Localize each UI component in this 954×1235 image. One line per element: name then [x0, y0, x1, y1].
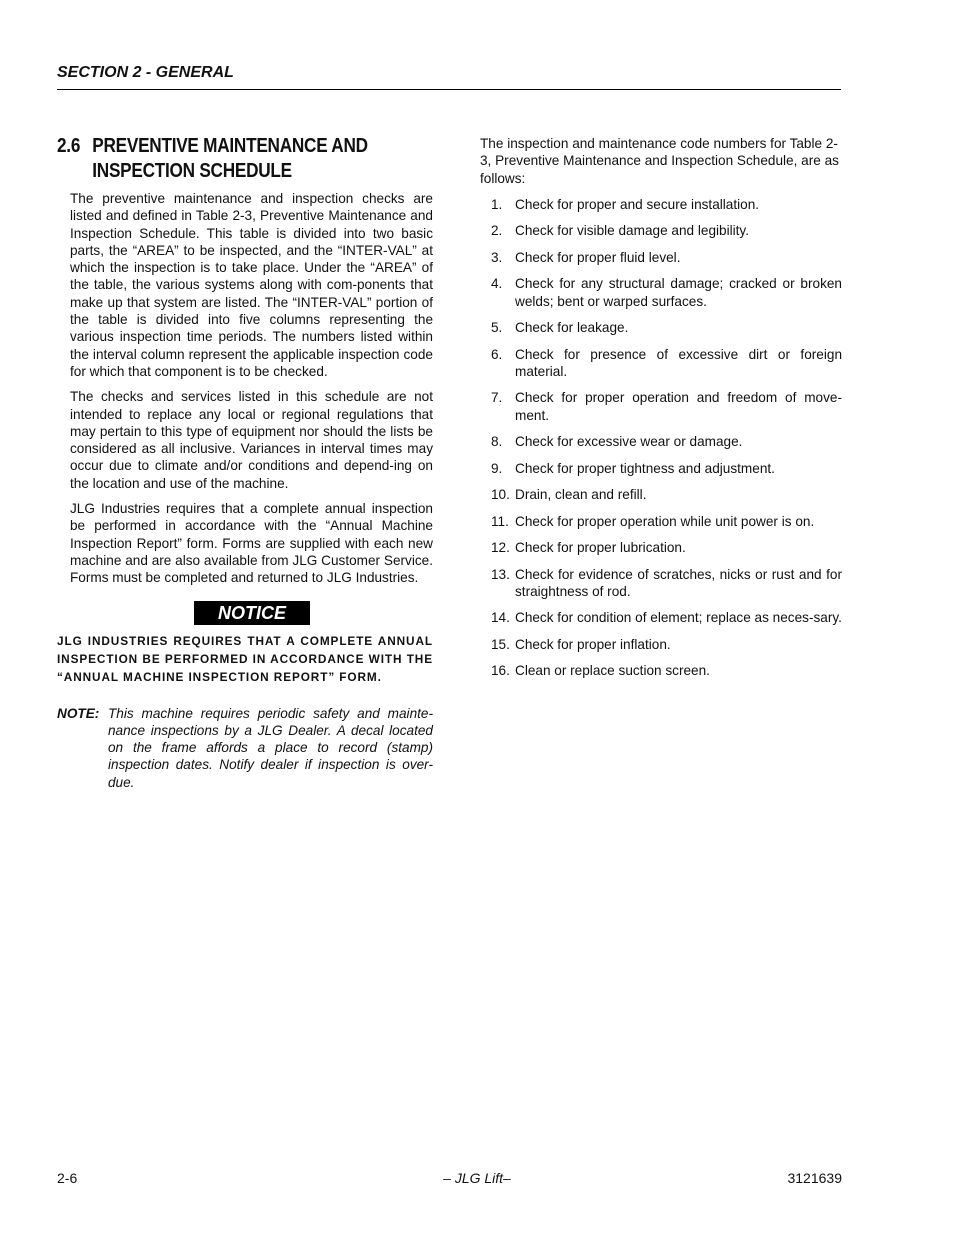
body-paragraph: The preventive maintenance and inspection checks are listed and defined in Table 2-3, Preventive Maintenance and Inspection Schedule. This table is divided into two basic parts, the “AREA” to be inspected, and the “INTER-VAL” at which the inspection is to take place. Under the “AREA” of the table, the various systems along with com-ponents that make up that system are listed. The “INTER-VAL” portion of the table is divided into five columns representing the various inspection time periods. The numbers listed within the interval column represent the applicable inspection code for which that component is to be checked.	[70, 191, 433, 379]
right-column	[480, 135, 842, 689]
section-heading	[57, 134, 435, 184]
document-number: 3121639	[787, 1170, 842, 1186]
list-item: 6. Check for presence of excessive dirt or foreign material.	[491, 346, 842, 379]
page-number: 2-6	[57, 1170, 78, 1186]
inspection-code-list	[480, 196, 842, 680]
list-item: 4. Check for any structural damage; cracked or broken welds; bent or warped surfaces.	[491, 276, 842, 309]
list-item: 7. Check for proper operation and freedom of move-ment.	[491, 390, 842, 423]
list-item: 1. Check for proper and secure installation.	[491, 196, 760, 212]
body-paragraph: The checks and services listed in this schedule are not intended to replace any local or regional regulations that may pertain to this type of equipment nor should the lists be considered as all inclusive. Variances in interval times may occur due to climate and/or conditions and depend-ing on the location and use of the machine.	[70, 389, 433, 491]
list-item: 12. Check for proper lubrication.	[491, 540, 686, 556]
list-item: 16. Clean or replace suction screen.	[491, 663, 710, 679]
codes-intro: The inspection and maintenance code numbers for Table 2-3, Preventive Maintenance and Inspection Schedule, are as follows:	[480, 136, 839, 186]
notice-text: JLG INDUSTRIES REQUIRES THAT A COMPLETE ANNUAL INSPECTION BE PERFORMED IN ACCORDANCE WITH THE “ANNUAL MACHINE INSPECTION REPORT” FORM.	[57, 633, 433, 684]
list-item: 14. Check for condition of element; replace as neces-sary.	[491, 610, 842, 626]
body-paragraph: JLG Industries requires that a complete annual inspection be performed in accordance with the “Annual Machine Inspection Report” form. Forms are supplied with each new machine and are also available from JLG Customer Service. Forms must be completed and returned to JLG Industries.	[70, 501, 433, 586]
section-number: 2.6	[57, 135, 81, 157]
list-item: 3. Check for proper fluid level.	[491, 249, 681, 265]
notice-block	[57, 601, 433, 625]
list-item: 13. Check for evidence of scratches, nicks or rust and for straightness of rod.	[491, 566, 842, 599]
header-divider	[57, 89, 841, 90]
list-item: 5. Check for leakage.	[491, 320, 629, 336]
notice-badge: NOTICE	[194, 601, 310, 625]
note-block	[57, 705, 433, 791]
list-item: 10. Drain, clean and refill.	[491, 487, 647, 503]
list-item: 11. Check for proper operation while unit power is on.	[491, 513, 815, 529]
note-label: NOTE:	[57, 705, 100, 721]
section-title: PREVENTIVE MAINTENANCE AND INSPECTION SCHEDULE	[92, 135, 368, 182]
section-header: SECTION 2 - GENERAL	[57, 64, 234, 81]
left-column	[57, 134, 433, 791]
footer-title: – JLG Lift–	[443, 1170, 511, 1186]
list-item: 9. Check for proper tightness and adjustment.	[491, 460, 775, 476]
list-item: 8. Check for excessive wear or damage.	[491, 434, 743, 450]
list-item: 15. Check for proper inflation.	[491, 636, 671, 652]
list-item: 2. Check for visible damage and legibility.	[491, 223, 749, 239]
note-text: This machine requires periodic safety and mainte-nance inspections by a JLG Dealer. A decal located on the frame affords a place to record (stamp) inspection dates. Notify dealer if inspection is over-due.	[108, 705, 433, 790]
